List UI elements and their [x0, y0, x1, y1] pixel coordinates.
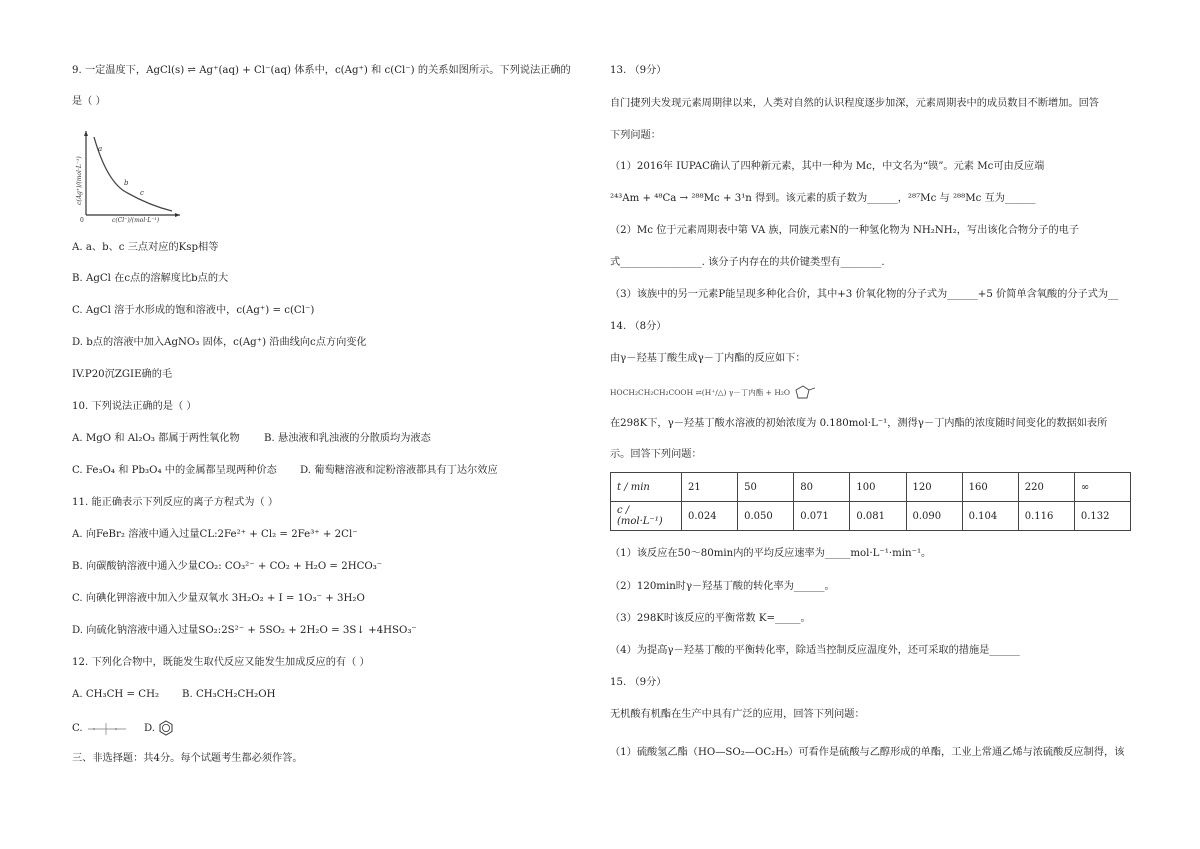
q9-option-a: A. a、b、c 三点对应的Ksp相等: [72, 242, 219, 253]
q12-option-c-label: C.: [72, 723, 83, 734]
table-row-concentration: [611, 502, 1131, 531]
q13-part1-line2: ²⁴³Am + ⁴⁸Ca → ²⁸⁸Mc + 3¹n 得到。该元素的质子数为______，²⁸⁷Mc 与 ²⁸⁸Mc 互为______: [610, 193, 1036, 204]
q13-part2-line1: （2）Mc 位于元素周期表中第 VA 族，同族元素N的一种氢化物为 NH₂NH₂，写出该化合物分子的电子: [610, 225, 1080, 236]
q13-part3: （3）该族中的另一元素P能呈现多种化合价，其中+3 价氧化物的分子式为______+5 价简单含氧酸的分子式为__: [610, 289, 1119, 300]
point-c-label: c: [140, 189, 144, 197]
table-cell: 80: [794, 473, 850, 502]
q11-option-c: C. 向碘化钾溶液中加入少量双氧水 3H₂O₂ + I = 1O₃⁻ + 3H₂O: [72, 593, 365, 604]
q10-option-c: C. Fe₃O₄ 和 Pb₃O₄ 中的金属都呈现两种价态: [72, 465, 277, 476]
q14-intro: 由γ－羟基丁酸生成γ－丁内酯的反应如下：: [610, 353, 806, 364]
table-cell: 0.071: [794, 502, 850, 531]
concentration-table: [610, 472, 1131, 531]
q15-intro: 无机酸有机酯在生产中具有广泛的应用，回答下列问题：: [610, 709, 865, 720]
graph-ylabel: c(Ag⁺)/(mol·L⁻¹): [76, 156, 83, 205]
table-cell: 0.104: [962, 502, 1018, 531]
q13-intro-line1: 自门捷列夫发现元素周期律以来，人类对自然的认识程度逐步加深，元素周期表中的成员数目不断增加。回答: [610, 98, 1099, 109]
lactone-ring-icon: [792, 384, 818, 402]
table-cell: 120: [906, 473, 962, 502]
dissolution-curve: [94, 137, 172, 211]
q9-footer-note: IV.P20沉ZGIE确的毛: [72, 369, 173, 380]
q9-stem-line1: 9. 一定温度下，AgCl(s) ⇌ Ag⁺(aq) + Cl⁻(aq) 体系中，c(Ag⁺) 和 c(Cl⁻) 的关系如图所示。下列说法正确的: [72, 65, 571, 76]
q9-option-d: D. b点的溶液中加入AgNO₃ 固体，c(Ag⁺) 沿曲线向c点方向变化: [72, 337, 367, 348]
ksp-graph: [72, 127, 184, 223]
q12-option-d-label: D.: [144, 723, 156, 734]
q13-part2-line2: 式________________. 该分子内存在的共价键类型有________.: [610, 257, 885, 268]
q10-stem: 10. 下列说法正确的是（ ）: [72, 401, 197, 412]
table-cell: 0.090: [906, 502, 962, 531]
q14-part4: （4）为提高γ－羟基丁酸的平衡转化率，除适当控制反应温度外，还可采取的措施是______: [610, 645, 1020, 656]
q9-option-b: B. AgCl 在c点的溶解度比b点的大: [72, 273, 229, 284]
q14-heading: 14. （8分）: [610, 321, 667, 332]
q11-option-d: D. 向硫化钠溶液中通入过量SO₂:2S²⁻ + 5SO₂ + 2H₂O = 3S↓ +4HSO₃⁻: [72, 625, 417, 636]
table-cell: 0.132: [1074, 502, 1130, 531]
table-header-concentration: c / (mol·L⁻¹): [611, 502, 682, 531]
table-cell: 50: [738, 473, 794, 502]
q11-option-b: B. 向碳酸钠溶液中通入少量CO₂: CO₃²⁻ + CO₂ + H₂O = 2HCO₃⁻: [72, 561, 383, 572]
q14-reaction-text: HOCH₂CH₂CH₂COOH ⇌(H⁺/△) γ－丁内酯 + H₂O: [610, 388, 791, 397]
q14-concentration-line1: 在298K下，γ－羟基丁酸水溶液的初始浓度为 0.180mol·L⁻¹，测得γ－丁内酯的浓度随时间变化的数据如表所: [610, 418, 1108, 429]
point-b-label: b: [124, 179, 129, 187]
q14-part3: （3）298K时该反应的平衡常数 K=_____。: [610, 613, 811, 624]
q14-concentration-line2: 示。回答下列问题：: [610, 449, 702, 460]
table-row-time: [611, 473, 1131, 502]
q12-option-b: B. CH₃CH₂CH₂OH: [182, 689, 276, 700]
q9-stem-line2: 是（ ）: [72, 96, 106, 107]
q12-option-a: A. CH₃CH = CH₂: [72, 689, 160, 700]
q9-option-c: C. AgCl 溶于水形成的饱和溶液中，c(Ag⁺) = c(Cl⁻): [72, 305, 315, 316]
q14-reaction-equation: [610, 384, 818, 402]
point-a-label: a: [98, 145, 103, 153]
q15-heading: 15. （9分）: [610, 677, 667, 688]
table-cell: 0.081: [850, 502, 906, 531]
q13-intro-line2: 下列问题：: [610, 130, 661, 141]
q11-stem: 11. 能正确表示下列反应的离子方程式为（ ）: [72, 497, 279, 508]
origin-label: 0: [80, 217, 84, 223]
q11-option-a: A. 向FeBr₂ 溶液中通入过量CL:2Fe²⁺ + Cl₂ = 2Fe³⁺ + 2Cl⁻: [72, 529, 358, 540]
q13-part1-line1: （1）2016年 IUPAC确认了四种新元素，其中一种为 Mc，中文名为“镆”。元素 Mc可由反应端: [610, 161, 1045, 172]
table-cell: 21: [682, 473, 738, 502]
table-cell: 0.050: [738, 502, 794, 531]
q13-heading: 13. （9分）: [610, 65, 667, 76]
q10-option-d: D. 葡萄糖溶液和淀粉溶液都具有丁达尔效应: [300, 465, 498, 476]
table-cell: ∞: [1074, 473, 1130, 502]
q15-part1: （1）硫酸氢乙酯（HO—SO₂—OC₂H₅）可看作是硫酸与乙醇形成的单酯，工业上常通乙烯与浓硫酸反应制得，该: [610, 747, 1125, 758]
q14-part2: （2）120min时γ－羟基丁酸的转化率为______。: [610, 581, 835, 592]
table-cell: 160: [962, 473, 1018, 502]
table-cell: 220: [1018, 473, 1074, 502]
table-cell: 0.116: [1018, 502, 1074, 531]
q10-option-a: A. MgO 和 Al₂O₃ 都属于两性氧化物: [72, 433, 240, 444]
q12-option-d: [144, 720, 174, 736]
table-cell: 0.024: [682, 502, 738, 531]
q12-stem: 12. 下列化合物中，既能发生取代反应又能发生加成反应的有（ ）: [72, 657, 370, 668]
q14-part1: （1）该反应在50～80min内的平均反应速率为_____mol·L⁻¹·min⁻¹。: [610, 548, 932, 559]
table-cell: 100: [850, 473, 906, 502]
q12-option-c: [72, 720, 128, 736]
q10-option-b: B. 悬浊液和乳浊液的分散质均为液态: [264, 433, 431, 444]
section-3-heading: 三、非选择题：共4分。每个试题考生都必须作答。: [72, 753, 303, 764]
benzene-ring-icon: [158, 720, 174, 736]
table-header-time: t / min: [611, 473, 682, 502]
q12-option-c-structure-image: [86, 720, 128, 736]
graph-xlabel: c(Cl⁻)/(mol·L⁻¹): [112, 217, 160, 223]
